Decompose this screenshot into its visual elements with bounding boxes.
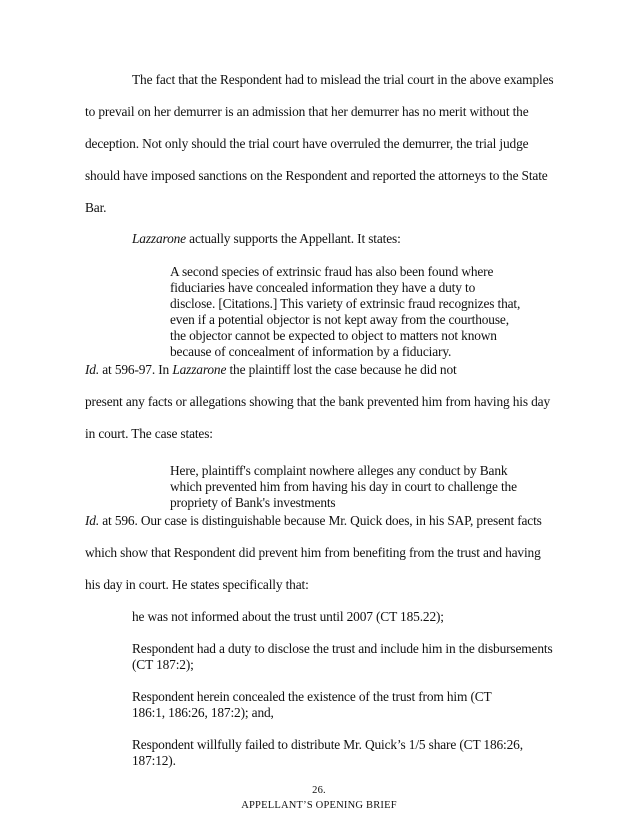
body-text-line: present any facts or allegations showing that the bank prevented him from having his day [85,394,551,409]
body-text-line [85,513,542,529]
body-text-line [85,362,457,378]
body-text: actually supports the Appellant. It states: [185,231,401,246]
body-text-line: which show that Respondent did prevent him from benefiting from the trust and having [85,545,541,560]
footer-title: APPELLANT’S OPENING BRIEF [241,800,397,811]
block-quote-line: even if a potential objector is not kept away from the courthouse, [170,312,509,327]
page-number: 26. [312,785,326,796]
body-text-line: deception. Not only should the trial court have overruled the demurrer, the trial judge [85,136,529,151]
body-text: at 596-97. In [99,362,173,377]
body-text-line [132,231,401,247]
body-text-line: should have imposed sanctions on the Respondent and reported the attorneys to the State [85,168,548,183]
block-quote-line: propriety of Bank's investments [170,495,336,510]
list-item-continuation: 186:1, 186:26, 187:2); and, [132,705,274,720]
list-item: he was not informed about the trust until 2007 (CT 185.22); [132,609,444,624]
block-quote-line: because of concealment of information by a fiduciary. [170,344,452,359]
list-item: Respondent herein concealed the existence of the trust from him (CT [132,689,492,704]
body-text-line: in court. The case states: [85,426,213,441]
body-text-line: to prevail on her demurrer is an admission that her demurrer has no merit without the [85,104,529,119]
case-name: Lazzarone [172,362,227,377]
block-quote-line: fiduciaries have concealed information they have a duty to [170,280,476,295]
body-text-line: Bar. [85,200,107,215]
list-item-continuation: 187:12). [132,753,176,768]
list-item: Respondent willfully failed to distribute Mr. Quick’s 1/5 share (CT 186:26, [132,737,523,752]
block-quote-line: the objector cannot be expected to object to matters not known [170,328,497,343]
citation-id: Id. [85,513,100,528]
case-name: Lazzarone [132,231,186,246]
block-quote-line: which prevented him from having his day in court to challenge the [170,479,517,494]
body-text: at 596. Our case is distinguishable because Mr. Quick does, in his SAP, present facts [99,513,542,528]
body-text: the plaintiff lost the case because he did not [226,362,457,377]
block-quote-line: disclose. [Citations.] This variety of extrinsic fraud recognizes that, [170,296,521,311]
list-item-continuation: (CT 187:2); [132,657,194,672]
block-quote-line: Here, plaintiff's complaint nowhere alleges any conduct by Bank [170,463,508,478]
block-quote-line: A second species of extrinsic fraud has also been found where [170,264,494,279]
body-text-line: his day in court. He states specifically that: [85,577,309,592]
citation-id: Id. [85,362,100,377]
body-text-line: The fact that the Respondent had to mislead the trial court in the above examples [132,72,554,87]
list-item: Respondent had a duty to disclose the trust and include him in the disbursements [132,641,553,656]
